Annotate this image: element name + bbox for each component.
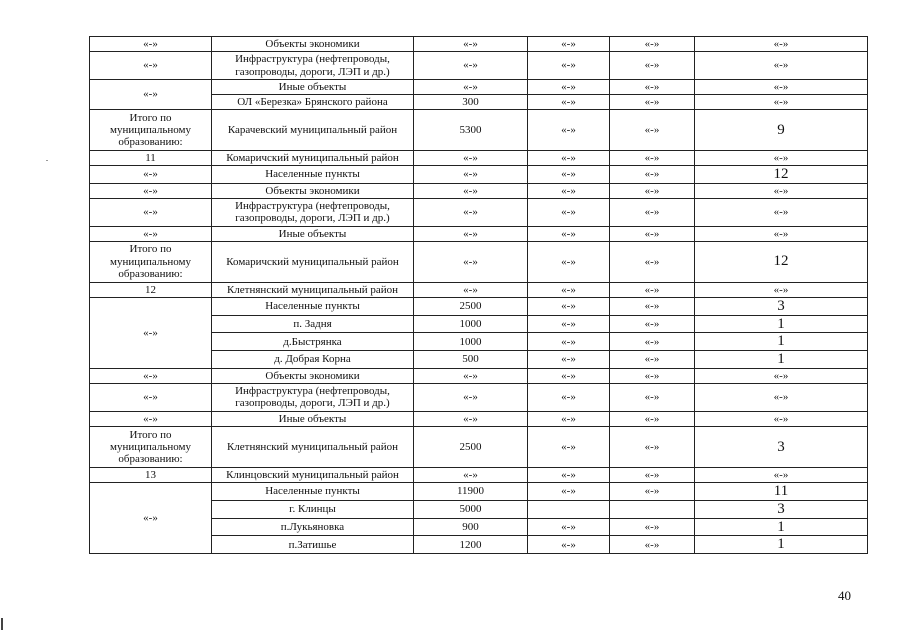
table-cell: «-» [610, 333, 695, 351]
table-cell: «-» [90, 198, 212, 226]
table-cell: «-» [610, 482, 695, 500]
table-cell: Населенные пункты [212, 482, 414, 500]
table-cell: «-» [610, 383, 695, 411]
table-cell: «-» [90, 383, 212, 411]
table-cell: «-» [695, 467, 868, 482]
table-cell: Клетнянский муниципальный район [212, 426, 414, 467]
table-cell: Клетнянский муниципальный район [212, 282, 414, 297]
table-cell: «-» [414, 52, 528, 80]
table-cell: Инфраструктура (нефтепроводы, газопроводы, дороги, ЛЭП и др.) [212, 383, 414, 411]
table-cell: Карачевский муниципальный район [212, 110, 414, 151]
table-cell: «-» [610, 37, 695, 52]
table-cell: «-» [610, 282, 695, 297]
table-cell: «-» [610, 536, 695, 554]
table-cell: 1 [695, 315, 868, 333]
table-cell: 3 [695, 426, 868, 467]
table-row [90, 467, 868, 482]
table-cell: 11 [695, 482, 868, 500]
table-cell [528, 500, 610, 518]
table-row [90, 37, 868, 52]
table-cell: «-» [528, 518, 610, 536]
table-cell: д.Быстрянка [212, 333, 414, 351]
table-cell: «-» [695, 52, 868, 80]
table-cell: «-» [528, 383, 610, 411]
table-cell: 1000 [414, 333, 528, 351]
scan-edge-mark [1, 618, 3, 630]
table-cell: «-» [695, 37, 868, 52]
table-row [90, 241, 868, 282]
table-cell [610, 500, 695, 518]
table-cell: «-» [414, 151, 528, 166]
table-row [90, 198, 868, 226]
table-cell: «-» [528, 411, 610, 426]
table-cell: «-» [610, 411, 695, 426]
table-cell: ОЛ «Березка» Брянского района [212, 95, 414, 110]
table-cell: «-» [695, 226, 868, 241]
table-cell: «-» [528, 482, 610, 500]
scan-dot-mark [46, 160, 48, 161]
table-cell: «-» [528, 351, 610, 369]
table-cell: «-» [90, 37, 212, 52]
table-cell: 2500 [414, 426, 528, 467]
table-cell: «-» [610, 226, 695, 241]
table-row [90, 383, 868, 411]
table-cell: «-» [528, 52, 610, 80]
table-row [90, 183, 868, 198]
table-cell: «-» [610, 368, 695, 383]
table-row [90, 151, 868, 166]
table-cell: «-» [528, 467, 610, 482]
table-cell: «-» [90, 52, 212, 80]
table-cell: Иные объекты [212, 80, 414, 95]
table-cell: Инфраструктура (нефтепроводы, газопроводы, дороги, ЛЭП и др.) [212, 198, 414, 226]
table-cell: «-» [414, 198, 528, 226]
table-cell: 3 [695, 297, 868, 315]
table-row [90, 110, 868, 151]
table-cell: 13 [90, 467, 212, 482]
table-cell: 9 [695, 110, 868, 151]
table-cell: Комаричский муниципальный район [212, 241, 414, 282]
table-cell: «-» [695, 383, 868, 411]
table-cell: д. Добрая Корна [212, 351, 414, 369]
table-row [90, 226, 868, 241]
table-cell: «-» [528, 536, 610, 554]
table-cell: Итого по муниципальному образованию: [90, 241, 212, 282]
table-cell: «-» [528, 226, 610, 241]
table-cell: «-» [90, 166, 212, 184]
table-cell: п.Лукьяновка [212, 518, 414, 536]
table-cell: «-» [90, 482, 212, 553]
table-cell: г. Клинцы [212, 500, 414, 518]
table-cell: «-» [528, 368, 610, 383]
table-cell: «-» [414, 368, 528, 383]
table-cell: «-» [695, 411, 868, 426]
table-row [90, 282, 868, 297]
table-cell: 500 [414, 351, 528, 369]
table-cell: «-» [414, 37, 528, 52]
table-cell: «-» [610, 315, 695, 333]
table-cell: «-» [414, 383, 528, 411]
table-cell: 1 [695, 351, 868, 369]
table-cell: «-» [528, 37, 610, 52]
table-cell: Иные объекты [212, 411, 414, 426]
table-row [90, 80, 868, 95]
table-cell: «-» [610, 198, 695, 226]
table-cell: «-» [528, 198, 610, 226]
table-cell: «-» [90, 226, 212, 241]
table-cell: 1 [695, 518, 868, 536]
table-cell: «-» [528, 333, 610, 351]
table-cell: «-» [414, 282, 528, 297]
table-cell: «-» [695, 151, 868, 166]
table-cell: Клинцовский муниципальный район [212, 467, 414, 482]
table-cell: «-» [528, 80, 610, 95]
table-cell: 3 [695, 500, 868, 518]
table-row [90, 426, 868, 467]
table-cell: «-» [610, 80, 695, 95]
table-cell: «-» [414, 411, 528, 426]
table-cell: Иные объекты [212, 226, 414, 241]
table-cell: п. Задня [212, 315, 414, 333]
table-cell: 5300 [414, 110, 528, 151]
table-cell: «-» [695, 80, 868, 95]
table-cell: 11 [90, 151, 212, 166]
data-table [89, 36, 868, 554]
table-cell: «-» [695, 282, 868, 297]
table-cell: «-» [528, 297, 610, 315]
table-cell: 1200 [414, 536, 528, 554]
table-cell: «-» [90, 297, 212, 368]
table-cell: «-» [610, 518, 695, 536]
table-cell: Населенные пункты [212, 166, 414, 184]
table-cell: Итого по муниципальному образованию: [90, 426, 212, 467]
table-cell: «-» [610, 151, 695, 166]
table-cell: Объекты экономики [212, 368, 414, 383]
table-cell: «-» [695, 198, 868, 226]
table-cell: Населенные пункты [212, 297, 414, 315]
table-cell: 12 [695, 166, 868, 184]
table-row [90, 166, 868, 184]
table-row [90, 297, 868, 315]
table-cell: 1000 [414, 315, 528, 333]
table-cell: «-» [528, 166, 610, 184]
table-cell: «-» [528, 95, 610, 110]
table-cell: 300 [414, 95, 528, 110]
table-cell: Инфраструктура (нефтепроводы, газопроводы, дороги, ЛЭП и др.) [212, 52, 414, 80]
table-cell: «-» [695, 95, 868, 110]
table-cell: «-» [610, 95, 695, 110]
table-cell: Итого по муниципальному образованию: [90, 110, 212, 151]
table-cell: п.Затишье [212, 536, 414, 554]
table-cell: «-» [414, 183, 528, 198]
table-cell: «-» [610, 183, 695, 198]
table-cell: 1 [695, 536, 868, 554]
table-cell: «-» [414, 226, 528, 241]
table-cell: «-» [528, 151, 610, 166]
table-cell: Объекты экономики [212, 37, 414, 52]
table-cell: «-» [414, 166, 528, 184]
table-cell: «-» [414, 241, 528, 282]
table-cell: «-» [528, 315, 610, 333]
table-cell: «-» [90, 183, 212, 198]
table-cell: Объекты экономики [212, 183, 414, 198]
table-cell: «-» [610, 241, 695, 282]
table-cell: «-» [528, 426, 610, 467]
table-cell: «-» [695, 183, 868, 198]
table-cell: «-» [610, 426, 695, 467]
table-row [90, 411, 868, 426]
table-cell: 1 [695, 333, 868, 351]
table-cell: 2500 [414, 297, 528, 315]
table-cell: «-» [528, 241, 610, 282]
table-cell: «-» [610, 166, 695, 184]
table-cell: «-» [414, 80, 528, 95]
table-cell: «-» [610, 110, 695, 151]
table-cell: «-» [610, 52, 695, 80]
table-cell: «-» [610, 467, 695, 482]
table-cell: 12 [90, 282, 212, 297]
table-cell: 900 [414, 518, 528, 536]
table-row [90, 368, 868, 383]
table-cell: «-» [90, 80, 212, 110]
table-cell: 12 [695, 241, 868, 282]
table-row [90, 52, 868, 80]
table-cell: «-» [610, 351, 695, 369]
table-cell: «-» [695, 368, 868, 383]
table-row [90, 482, 868, 500]
table-cell: «-» [528, 183, 610, 198]
table-cell: «-» [414, 467, 528, 482]
table-cell: 11900 [414, 482, 528, 500]
table-cell: «-» [528, 110, 610, 151]
table-cell: 5000 [414, 500, 528, 518]
table-cell: «-» [528, 282, 610, 297]
table-cell: «-» [610, 297, 695, 315]
table-cell: «-» [90, 368, 212, 383]
table-cell: «-» [90, 411, 212, 426]
page-number: 40 [838, 588, 851, 603]
table-cell: Комаричский муниципальный район [212, 151, 414, 166]
